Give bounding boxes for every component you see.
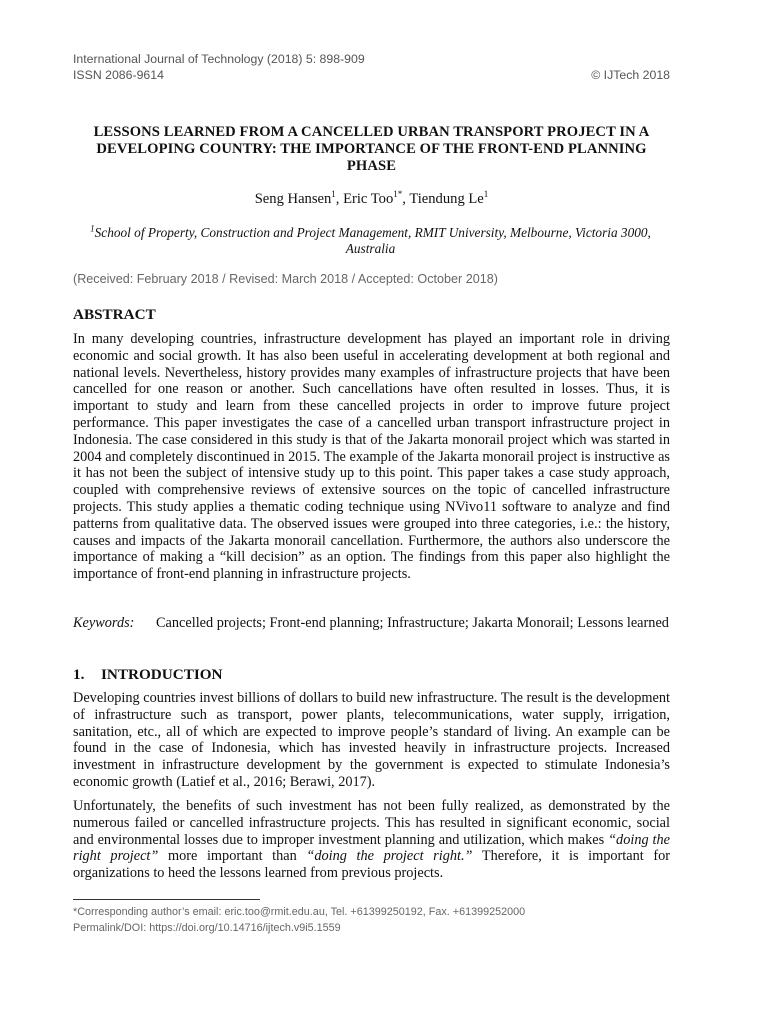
abstract-text: In many developing countries, infrastructure development has played an important role in driving economic and social growth. It has also been useful in accelerating development at both regional and national levels. Nevertheless, history provides many examples of infrastructure projects that have been cancelled for one reason or another. Such cancellations have often resulted in losses. Thus, it is important to study and learn from these cancelled projects in order to improve future project performance. This paper investigates the case of a cancelled urban transport infrastructure project in Indonesia. The case considered in this study is that of the Jakarta monorail project which was started in 2004 and completely discontinued in 2015. The example of the Jakarta monorail project is instructive as it has not been the subject of intensive study up to this point. This paper takes a case study approach, coupled with comprehensive reviews of extensive sources on the topic of cancelled infrastructure projects. This study applies a thematic coding technique using NVivo11 software to analyze and find patterns from qualitative data. The observed issues were grouped into three categories, i.e.: the history, causes and impacts of the Jakarta monorail cancellation. Furthermore, the authors also underscore the importance of making a “kill decision” as an option. The findings from this paper also highlight the importance of front-end planning in infrastructure projects. (73, 331, 670, 583)
introduction-paragraph-1: Developing countries invest billions of dollars to build new infrastructure. The result is the development of infrastructure such as transport, power plants, telecommunications, water supply, irrigation, sanitation, etc., all of which are expected to improve people’s standard of living. An example can be found in the case of Indonesia, which has invested heavily in infrastructure projects. Increased investment in infrastructure development by the government is expected to stimulate Indonesia’s economic growth (Latief et al., 2016; Berawi, 2017). (73, 690, 670, 790)
author-affiliation-mark: 1* (393, 189, 403, 200)
issn: ISSN 2086-9614 (73, 68, 164, 82)
section-number: 1. (73, 666, 85, 683)
introduction-heading (73, 666, 223, 684)
author-list: Seng Hansen$^1$, Eric Too$^{1*}$, Tiendung Le$^1$ (254, 189, 489, 207)
abstract-heading: ABSTRACT (73, 306, 156, 323)
journal-header (73, 51, 670, 83)
emphasis-text: “doing the project right.” (306, 848, 473, 865)
corresponding-author-note: *Corresponding author’s email: eric.too@rmit.edu.au, Tel. +61399250192, Fax. +61399252000 (73, 906, 526, 918)
affiliation (85, 225, 656, 257)
affiliation-mark: 1 (90, 223, 95, 234)
footnote-divider (73, 899, 260, 900)
submission-dates: (Received: February 2018 / Revised: March 2018 / Accepted: October 2018) (73, 272, 498, 286)
paragraph-text: Unfortunately, the benefits of such investment has not been fully realized, as demonstrated by the numerous failed or cancelled infrastructure projects. This has resulted in significant economic, social and environmental losses due to improper investment planning and utilization, which makes (73, 798, 670, 848)
keywords-text: Cancelled projects; Front-end planning; Infrastructure; Jakarta Monorail; Lessons learned (156, 615, 669, 631)
author-name: Eric Too (343, 191, 394, 207)
emphasis-text: “doing the right project” (73, 831, 671, 865)
keywords (73, 615, 670, 632)
author-affiliation-mark: 1 (483, 189, 489, 200)
paragraph-text: more important than (158, 848, 307, 865)
journal-citation: International Journal of Technology (2018) 5: 898-909 (73, 52, 365, 66)
footnotes (73, 905, 670, 936)
author-name: Tiendung Le (409, 191, 484, 207)
paper-title: LESSONS LEARNED FROM A CANCELLED URBAN TRANSPORT PROJECT IN A DEVELOPING COUNTRY: THE IMPORTANCE OF THE FRONT-END PLANNING PHASE (93, 124, 650, 174)
keywords-label: Keywords: (73, 615, 135, 631)
introduction-paragraph-2 (73, 798, 670, 882)
section-title: INTRODUCTION (101, 666, 223, 683)
affiliation-text: School of Property, Construction and Project Management, RMIT University, Melbourne, Victoria 3000, Australia (94, 225, 651, 256)
author-name: Seng Hansen (254, 191, 332, 207)
copyright: © IJTech 2018 (591, 68, 670, 82)
doi-note: Permalink/DOI: https://doi.org/10.14716/ijtech.v9i5.1559 (73, 921, 341, 934)
paragraph-text: Therefore, it is important for organizations to heed the lessons learned from previous projects. (73, 848, 670, 882)
author-affiliation-mark: 1 (331, 189, 336, 200)
